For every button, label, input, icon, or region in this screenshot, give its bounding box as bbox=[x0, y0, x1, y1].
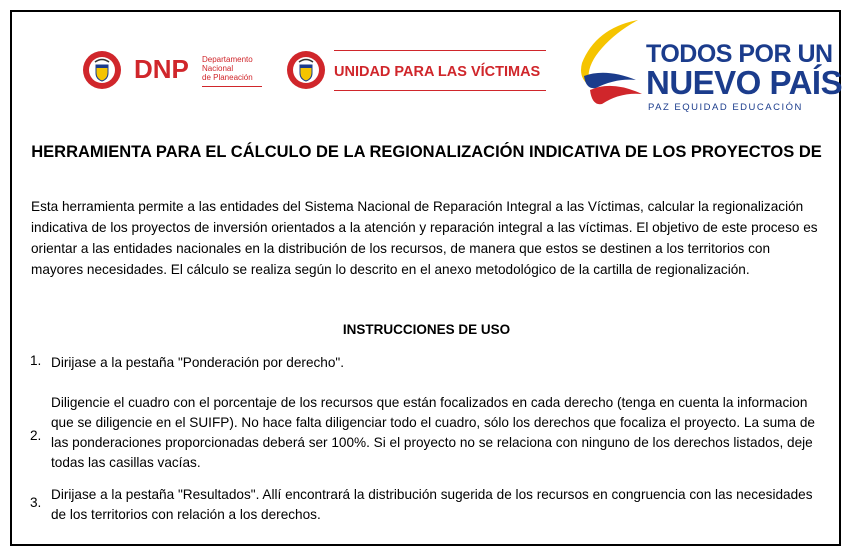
intro-paragraph: Esta herramienta permite a las entidades del Sistema Nacional de Reparación Integral a las Víctimas, calcular la regionalización indicativa de los proyectos de inversión orientados a la atención y reparación integral a las víctimas. El objetivo de este proceso es orientar a las entidades nacionales en la distribución de los recursos, de manera que estos se destinen a los territorios con mayores necesidades. El cálculo se realiza según lo descrito en el anexo metodológico de la cartilla de regionalización. bbox=[31, 199, 818, 277]
step-text: Dirijase a la pestaña "Ponderación por derecho". bbox=[51, 355, 345, 370]
step-number: 2. bbox=[30, 428, 42, 443]
unidad-victimas-logo bbox=[286, 48, 548, 94]
step-number: 1. bbox=[30, 353, 42, 368]
tpn-line1: TODOS POR UN bbox=[646, 40, 833, 68]
page-title: HERRAMIENTA PARA EL CÁLCULO DE LA REGIONALIZACIÓN INDICATIVA DE LOS PROYECTOS DE bbox=[31, 143, 822, 161]
dnp-wordmark: DNP bbox=[134, 54, 189, 84]
dnp-underline bbox=[202, 86, 262, 87]
unidad-wordmark: UNIDAD PARA LAS VÍCTIMAS bbox=[334, 64, 541, 80]
step-text: Diligencie el cuadro con el porcentaje de los recursos que están focalizados en cada derecho (tenga en cuenta la informacion que se diligencie en el SUIFP). No hace falta diligenciar todo el cuadro, sólo los derechos que focaliza el proyecto. La suma de las ponderaciones proporcionadas deberá ser 100%. Si el proyecto no se relaciona con ninguno de los derechos listados, deje todas las casillas vacías. bbox=[51, 395, 815, 470]
colombia-seal-icon bbox=[82, 50, 122, 90]
unidad-top-line bbox=[334, 50, 546, 51]
tpn-swoosh-icon bbox=[576, 18, 646, 114]
step-text: Dirijase a la pestaña "Resultados". Allí encontrará la distribución sugerida de los recursos en congruencia con las necesidades de los territorios con relación a los derechos. bbox=[51, 487, 813, 522]
step-number: 3. bbox=[30, 495, 42, 510]
unidad-bottom-line bbox=[334, 90, 546, 91]
dnp-logo bbox=[82, 48, 262, 94]
todos-por-un-nuevo-pais-logo bbox=[576, 18, 843, 114]
tpn-tagline: PAZ EQUIDAD EDUCACIÓN bbox=[648, 102, 803, 113]
tpn-line2: NUEVO PAÍS bbox=[646, 64, 843, 101]
instructions-heading: INSTRUCCIONES DE USO bbox=[342, 322, 511, 337]
dnp-subtitle: Departamento Nacional de Planeación bbox=[202, 55, 253, 82]
colombia-seal-icon bbox=[286, 50, 326, 90]
